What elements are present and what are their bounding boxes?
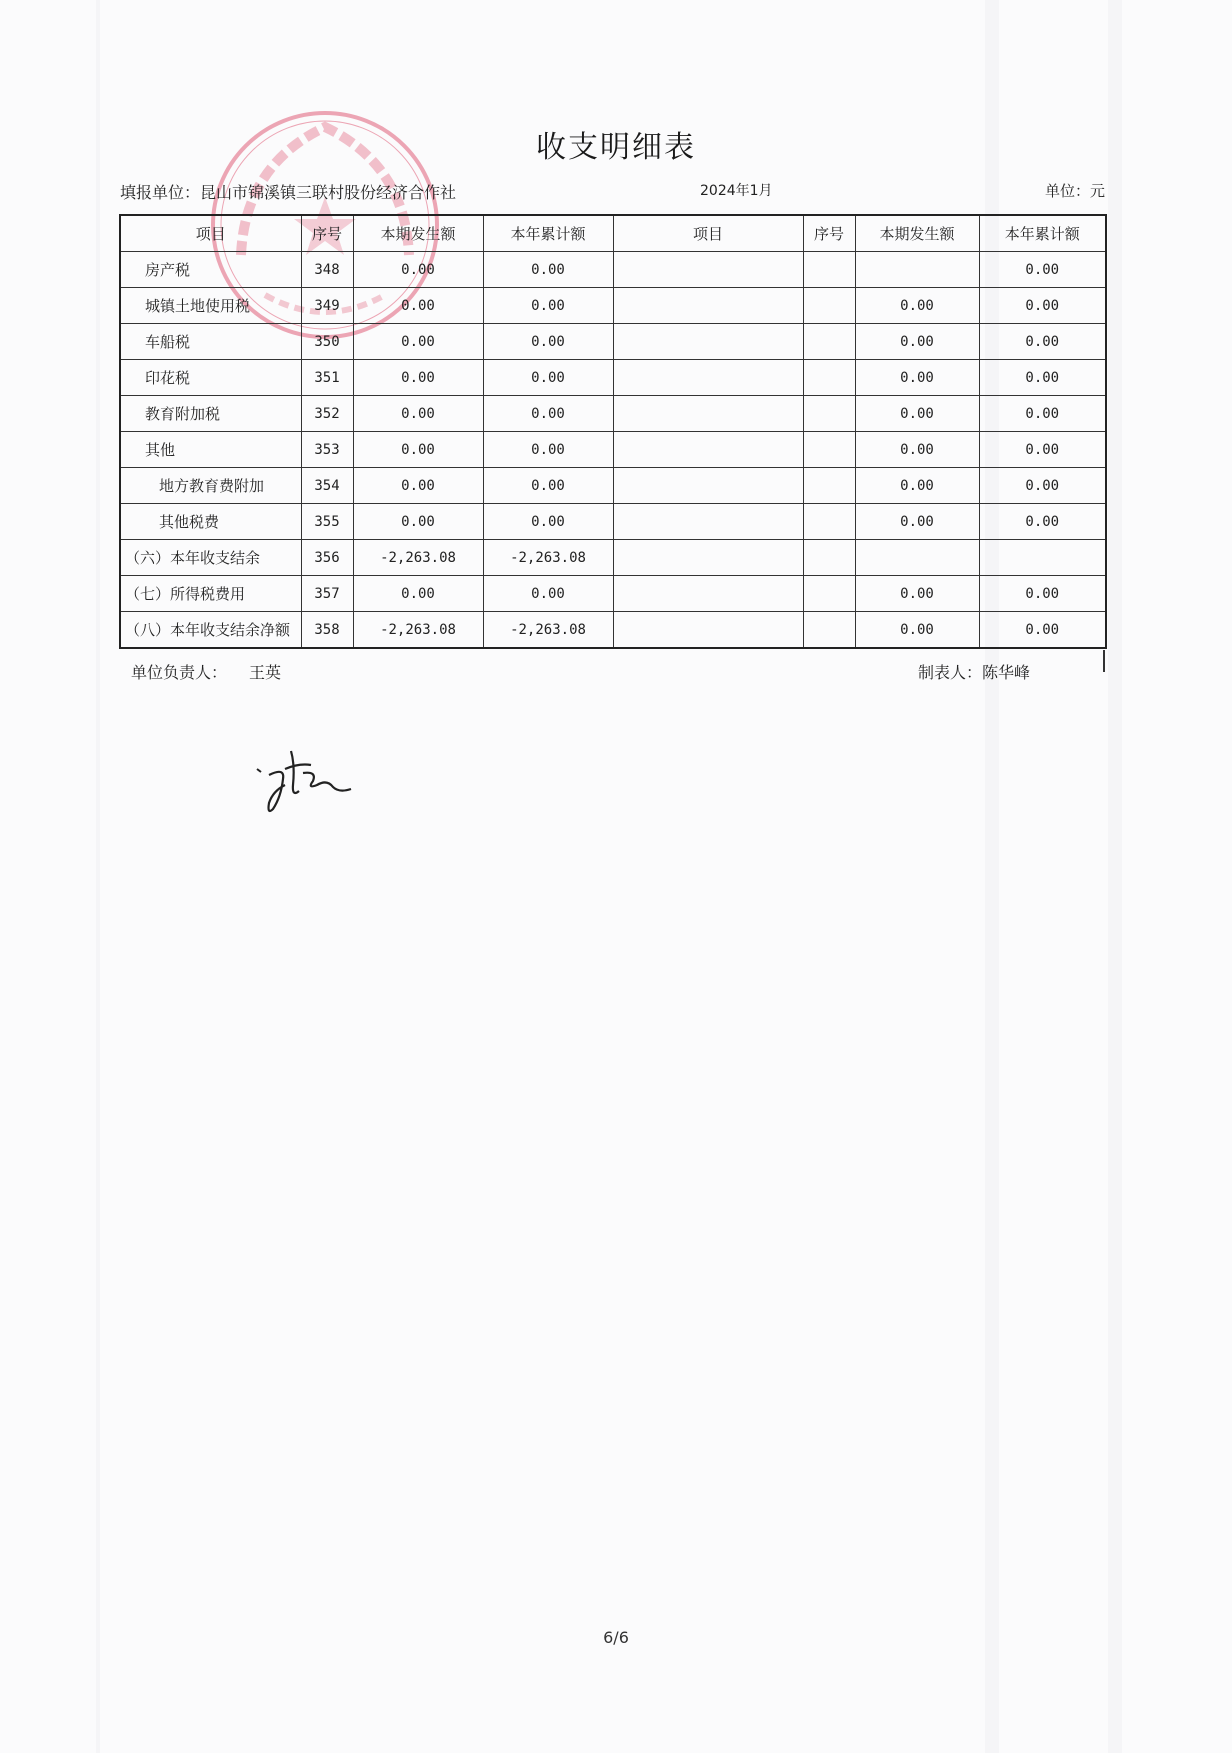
row-current-amount-right: 0.00 (855, 468, 979, 504)
row-item-name: 城镇土地使用税 (120, 288, 301, 324)
row-seq-right (803, 252, 855, 288)
header-ytd-amount-right: 本年累计额 (979, 215, 1106, 252)
row-current-amount-right: 0.00 (855, 432, 979, 468)
row-ytd-amount: 0.00 (483, 324, 613, 360)
row-current-amount: 0.00 (353, 468, 483, 504)
row-seq-right (803, 324, 855, 360)
row-ytd-amount-right: 0.00 (979, 396, 1106, 432)
row-ytd-amount: 0.00 (483, 504, 613, 540)
row-seq-right (803, 432, 855, 468)
row-item-name: 地方教育费附加 (120, 468, 301, 504)
table-row (120, 324, 1106, 360)
scan-shade-band (1108, 0, 1122, 1753)
header-item: 项目 (120, 215, 301, 252)
row-seq: 355 (301, 504, 353, 540)
row-item-name-right (613, 252, 803, 288)
document-title: 收支明细表 (536, 130, 696, 165)
row-seq: 352 (301, 396, 353, 432)
row-current-amount: 0.00 (353, 252, 483, 288)
header-current-amount-right: 本期发生额 (855, 215, 979, 252)
row-ytd-amount: 0.00 (483, 252, 613, 288)
row-item-name: （七）所得税费用 (120, 576, 301, 612)
row-current-amount-right (855, 252, 979, 288)
row-ytd-amount-right: 0.00 (979, 432, 1106, 468)
row-ytd-amount: 0.00 (483, 360, 613, 396)
row-item-name-right (613, 612, 803, 649)
table-row (120, 252, 1106, 288)
row-item-name-right (613, 288, 803, 324)
row-current-amount: -2,263.08 (353, 540, 483, 576)
table-row (120, 504, 1106, 540)
row-seq: 351 (301, 360, 353, 396)
row-current-amount: 0.00 (353, 360, 483, 396)
row-item-name: 其他税费 (120, 504, 301, 540)
row-item-name-right (613, 540, 803, 576)
unit-head-block (131, 660, 281, 683)
row-current-amount: 0.00 (353, 432, 483, 468)
row-item-name-right (613, 432, 803, 468)
row-item-name: 房产税 (120, 252, 301, 288)
header-item-right: 项目 (613, 215, 803, 252)
row-item-name-right (613, 324, 803, 360)
header-ytd-amount: 本年累计额 (483, 215, 613, 252)
row-seq: 358 (301, 612, 353, 649)
row-seq: 353 (301, 432, 353, 468)
page-number: 6/6 (603, 1628, 629, 1647)
row-ytd-amount: 0.00 (483, 468, 613, 504)
row-seq: 354 (301, 468, 353, 504)
row-current-amount: -2,263.08 (353, 612, 483, 649)
row-seq-right (803, 360, 855, 396)
row-ytd-amount-right: 0.00 (979, 324, 1106, 360)
unit-head-label: 单位负责人： (131, 663, 228, 682)
row-current-amount-right: 0.00 (855, 504, 979, 540)
row-seq: 356 (301, 540, 353, 576)
row-seq-right (803, 468, 855, 504)
row-item-name-right (613, 396, 803, 432)
row-current-amount-right: 0.00 (855, 360, 979, 396)
table-row (120, 432, 1106, 468)
row-seq-right (803, 288, 855, 324)
preparer-name: 陈华峰 (982, 663, 1031, 682)
table-row (120, 612, 1106, 649)
row-item-name: （八）本年收支结余净额 (120, 612, 301, 649)
row-item-name-right (613, 360, 803, 396)
income-expense-table (119, 214, 1107, 649)
table-row (120, 540, 1106, 576)
row-current-amount: 0.00 (353, 576, 483, 612)
row-current-amount-right: 0.00 (855, 288, 979, 324)
header-current-amount: 本期发生额 (353, 215, 483, 252)
row-seq-right (803, 540, 855, 576)
row-seq: 348 (301, 252, 353, 288)
row-seq-right (803, 396, 855, 432)
scan-shade-band (96, 0, 100, 1753)
row-current-amount-right: 0.00 (855, 396, 979, 432)
row-ytd-amount-right: 0.00 (979, 468, 1106, 504)
row-seq-right (803, 504, 855, 540)
row-current-amount-right: 0.00 (855, 576, 979, 612)
row-seq-right (803, 612, 855, 649)
row-current-amount: 0.00 (353, 324, 483, 360)
row-ytd-amount-right: 0.00 (979, 504, 1106, 540)
report-period: 2024年1月 (700, 183, 773, 199)
row-item-name: 其他 (120, 432, 301, 468)
row-current-amount: 0.00 (353, 396, 483, 432)
currency-unit: 单位：元 (1045, 182, 1106, 200)
row-ytd-amount-right: 0.00 (979, 612, 1106, 649)
row-ytd-amount: -2,263.08 (483, 540, 613, 576)
row-item-name: （六）本年收支结余 (120, 540, 301, 576)
preparer-label: 制表人： (918, 663, 983, 682)
reporting-unit: 填报单位：昆山市锦溪镇三联村股份经济合作社 (120, 183, 457, 202)
row-item-name-right (613, 468, 803, 504)
header-seq-right: 序号 (803, 215, 855, 252)
row-seq: 350 (301, 324, 353, 360)
row-ytd-amount-right: 0.00 (979, 252, 1106, 288)
table-edge-line (1103, 650, 1105, 672)
table-row (120, 468, 1106, 504)
row-item-name: 车船税 (120, 324, 301, 360)
row-ytd-amount: 0.00 (483, 288, 613, 324)
preparer-block (918, 660, 1030, 683)
row-ytd-amount: -2,263.08 (483, 612, 613, 649)
row-ytd-amount: 0.00 (483, 576, 613, 612)
row-ytd-amount: 0.00 (483, 396, 613, 432)
row-item-name-right (613, 576, 803, 612)
unit-head-name: 王英 (249, 663, 282, 682)
table-row (120, 360, 1106, 396)
row-ytd-amount-right (979, 540, 1106, 576)
row-item-name: 印花税 (120, 360, 301, 396)
row-item-name: 教育附加税 (120, 396, 301, 432)
row-seq-right (803, 576, 855, 612)
handwritten-signature (255, 745, 365, 817)
row-ytd-amount: 0.00 (483, 432, 613, 468)
row-current-amount: 0.00 (353, 288, 483, 324)
row-seq: 349 (301, 288, 353, 324)
row-ytd-amount-right: 0.00 (979, 576, 1106, 612)
row-current-amount: 0.00 (353, 504, 483, 540)
row-current-amount-right: 0.00 (855, 612, 979, 649)
table-row (120, 288, 1106, 324)
table-row (120, 576, 1106, 612)
row-ytd-amount-right: 0.00 (979, 360, 1106, 396)
row-current-amount-right: 0.00 (855, 324, 979, 360)
row-item-name-right (613, 504, 803, 540)
header-seq: 序号 (301, 215, 353, 252)
row-current-amount-right (855, 540, 979, 576)
row-seq: 357 (301, 576, 353, 612)
row-ytd-amount-right: 0.00 (979, 288, 1106, 324)
table-header-row (120, 215, 1106, 252)
table-row (120, 396, 1106, 432)
